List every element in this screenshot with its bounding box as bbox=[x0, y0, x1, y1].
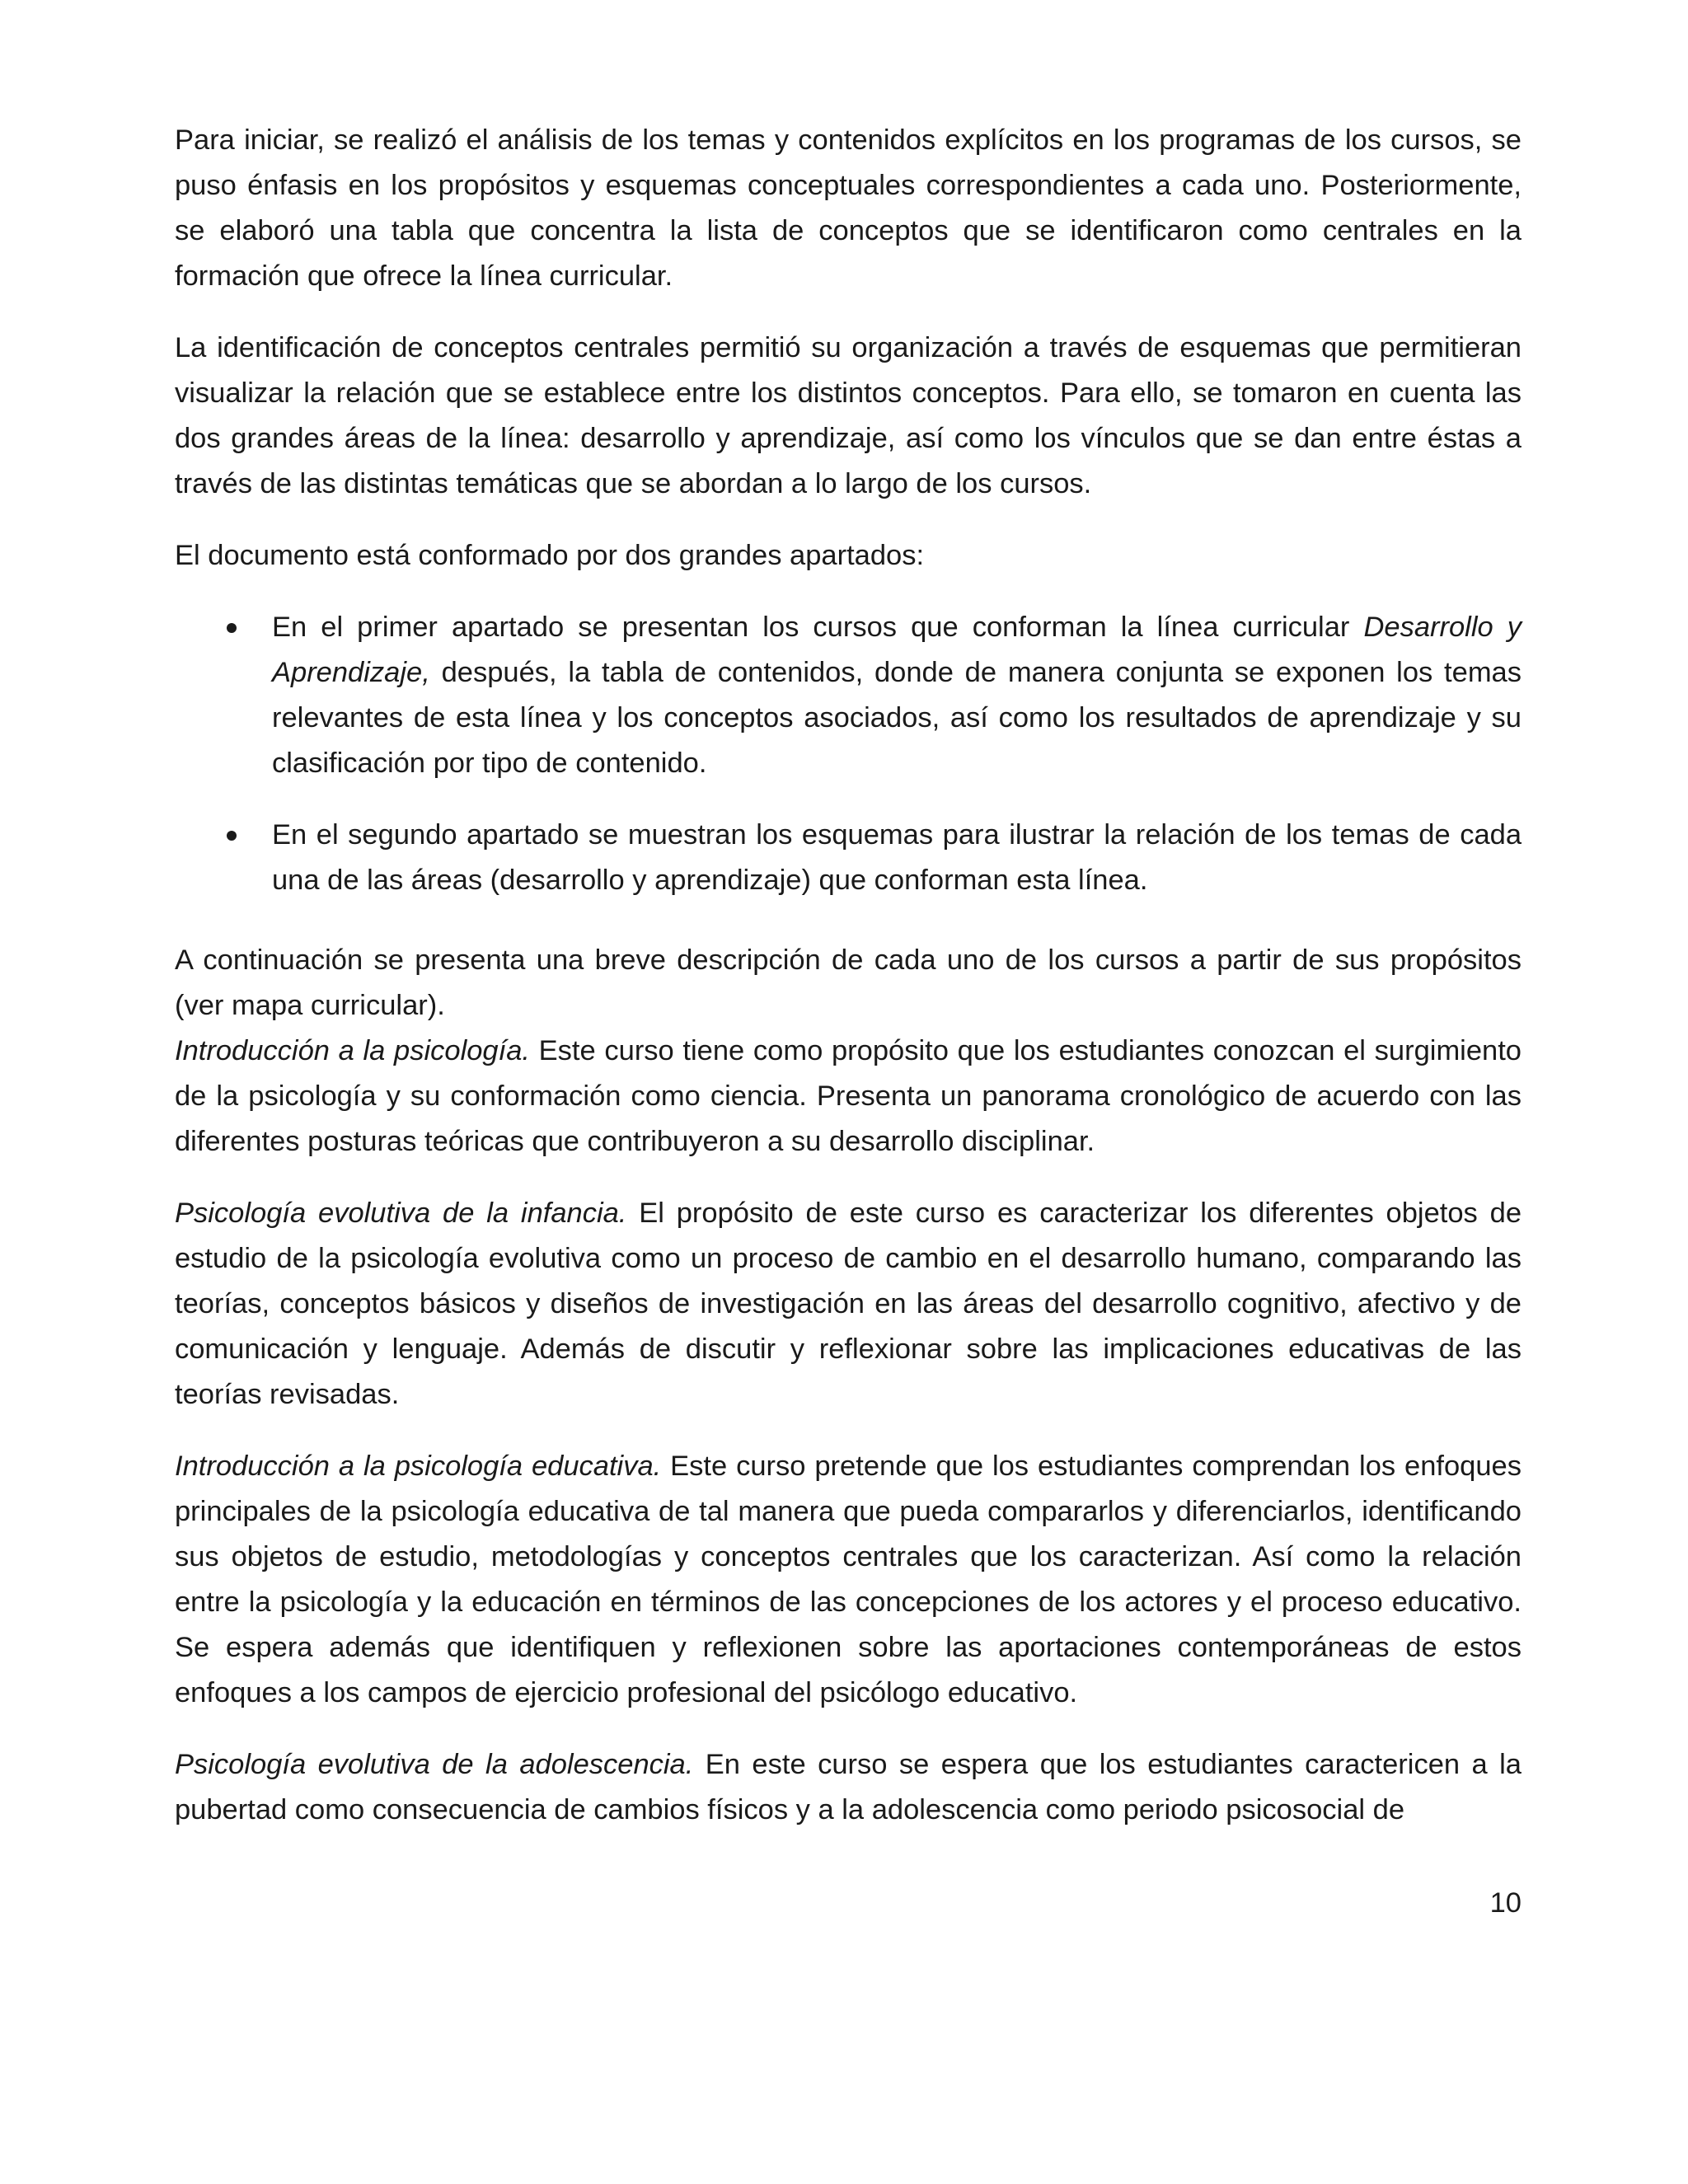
bullet-icon bbox=[227, 623, 237, 633]
paragraph-course-intro: A continuación se presenta una breve descripción de cada uno de los cursos a partir de sus propósitos (ver mapa curricular). bbox=[175, 944, 1522, 1021]
curricular-line-name: Desarrollo y Aprendizaje, bbox=[272, 612, 1522, 688]
course-title: Introducción a la psicología educativa. bbox=[175, 1451, 662, 1482]
course-text: Este curso pretende que los estudiantes comprendan los enfoques principales de la psicología educativa de tal manera que pueda compararlos y diferenciarlos, identificando sus objetos de estudio, metodologías y conceptos centrales que los caracterizan. Así como la relación entre la psicología y la educación en términos de las concepciones de los actores y el proceso educativo. Se espera además que identifiquen y reflexionen sobre las aportaciones contemporáneas de estos enfoques a los campos de ejercicio profesional del psicólogo educativo. bbox=[175, 1451, 1522, 1708]
paragraph-concepts: La identificación de conceptos centrales permitió su organización a través de esquemas que permitieran visualizar la relación que se establece entre los distintos conceptos. Para ello, se tomaron en cuenta las dos grandes áreas de la línea: desarrollo y aprendizaje, así como los vínculos que se dan entre éstas a través de las distintas temáticas que se abordan a lo largo de los cursos. bbox=[175, 332, 1522, 499]
sections-list bbox=[175, 605, 1522, 903]
course-description bbox=[175, 1444, 1522, 1716]
course-description bbox=[175, 1191, 1522, 1418]
course-description bbox=[175, 1029, 1522, 1165]
course-text: En este curso se espera que los estudiantes caractericen a la pubertad como consecuencia de cambios físicos y a la adolescencia como periodo psicosocial de bbox=[175, 1749, 1522, 1825]
course-title: Introducción a la psicología. bbox=[175, 1035, 530, 1066]
list-item bbox=[175, 813, 1522, 903]
paragraph-intro: Para iniciar, se realizó el análisis de los temas y contenidos explícitos en los programas de los cursos, se puso énfasis en los propósitos y esquemas conceptuales correspondientes a cada uno. Posteriormente, se elaboró una tabla que concentra la lista de conceptos que se identificaron como centrales en la formación que ofrece la línea curricular. bbox=[175, 124, 1522, 292]
list-item bbox=[175, 605, 1522, 786]
course-title: Psicología evolutiva de la adolescencia. bbox=[175, 1749, 694, 1780]
bullet-icon bbox=[227, 831, 237, 841]
page-number: 10 bbox=[1489, 1887, 1522, 1919]
course-text: Este curso tiene como propósito que los estudiantes conozcan el surgimiento de la psicología y su conformación como ciencia. Presenta un panorama cronológico de acuerdo con las diferentes posturas teóricas que contribuyeron a su desarrollo disciplinar. bbox=[175, 1035, 1522, 1157]
paragraph-structure: El documento está conformado por dos grandes apartados: bbox=[175, 540, 925, 571]
list-item-text: En el segundo apartado se muestran los esquemas para ilustrar la relación de los temas de cada una de las áreas (desarrollo y aprendizaje) que conforman esta línea. bbox=[272, 819, 1522, 896]
document-page bbox=[175, 118, 1522, 1833]
course-title: Psicología evolutiva de la infancia. bbox=[175, 1197, 627, 1229]
course-description bbox=[175, 1742, 1522, 1833]
list-item-text: En el primer apartado se presentan los cursos que conforman la línea curricular Desarrollo y Aprendizaje, después, la tabla de contenidos, donde de manera conjunta se exponen los temas relevantes de esta línea y los conceptos asociados, así como los resultados de aprendizaje y su clasificación por tipo de contenido. bbox=[272, 612, 1522, 779]
course-text: El propósito de este curso es caracterizar los diferentes objetos de estudio de la psicología evolutiva como un proceso de cambio en el desarrollo humano, comparando las teorías, conceptos básicos y diseños de investigación en las áreas del desarrollo cognitivo, afectivo y de comunicación y lenguaje. Además de discutir y reflexionar sobre las implicaciones educativas de las teorías revisadas. bbox=[175, 1197, 1522, 1410]
